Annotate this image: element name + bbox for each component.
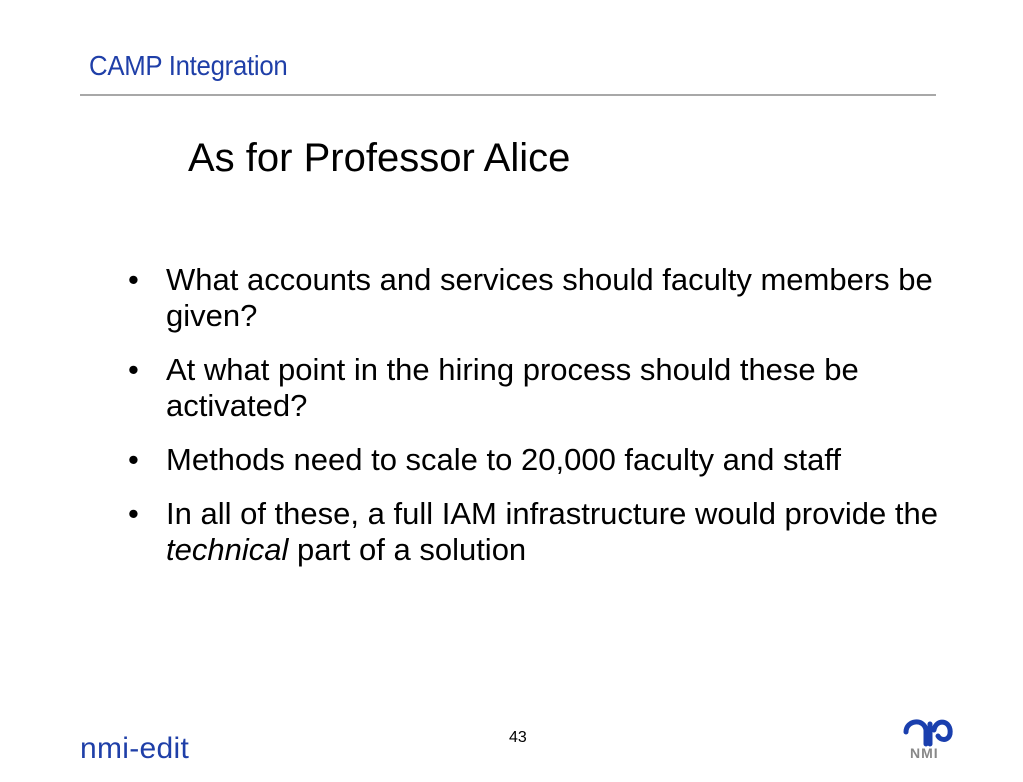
bullet-dot: • — [128, 442, 139, 477]
bullet-dot: • — [128, 262, 139, 297]
bullet-dot: • — [128, 352, 139, 387]
header-divider — [80, 94, 936, 96]
bullet-text-emphasis: technical — [166, 532, 289, 567]
bullet-item — [128, 262, 968, 334]
bullet-text: At what point in the hiring process should these be activated? — [166, 352, 859, 423]
page-number: 43 — [509, 729, 527, 746]
slide-title: As for Professor Alice — [188, 136, 571, 180]
footer-brand: nmi-edit — [80, 732, 190, 765]
bullet-item — [128, 442, 968, 478]
bullet-item — [128, 352, 968, 424]
header-title: CAMP Integration — [89, 50, 288, 81]
bullet-list — [128, 262, 968, 586]
bullet-dot: • — [128, 496, 139, 531]
bullet-item — [128, 496, 968, 568]
bullet-text: What accounts and services should faculty members be given? — [166, 262, 933, 333]
bullet-text-post: part of a solution — [288, 532, 527, 567]
bullet-text-pre: In all of these, a full IAM infrastructure would provide the — [166, 496, 938, 531]
bullet-text: Methods need to scale to 20,000 faculty and staff — [166, 442, 841, 477]
nmi-logo-text: NMI — [910, 745, 939, 761]
